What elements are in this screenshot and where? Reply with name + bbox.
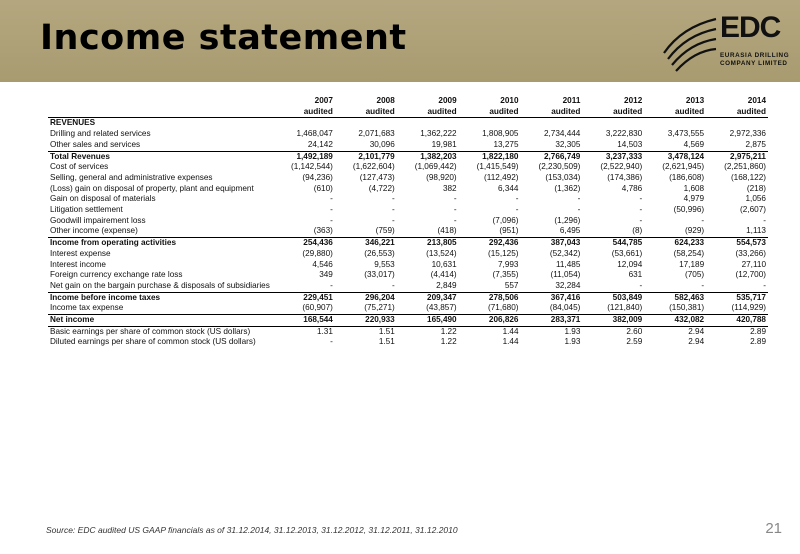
value-cell: - — [701, 215, 705, 225]
value-cell: - — [763, 215, 766, 225]
row-label: Income before income taxes — [48, 292, 273, 303]
value-cell: - — [515, 205, 519, 215]
value-cell: - — [639, 194, 643, 204]
table-row — [48, 194, 768, 205]
value-cell: 13,275 — [493, 139, 519, 149]
value-cell — [582, 118, 644, 129]
row-label: Foreign currency exchange rate loss — [50, 270, 183, 280]
value-cell: (2,522,940) — [600, 162, 643, 172]
value-cell: (1,296) — [554, 215, 581, 225]
row-label: Net gain on the bargain purchase & disposals of subsidiaries — [50, 280, 270, 290]
value-cell: 19,981 — [431, 139, 457, 149]
value-cell: (50,996) — [673, 205, 705, 215]
year-header: 2014 — [747, 96, 766, 105]
row-label: Goodwill impairement loss — [50, 215, 146, 225]
value-cell: 1.31 — [316, 326, 333, 336]
value-cell: 11,485 — [555, 259, 581, 269]
value-cell: 557 — [504, 280, 519, 290]
table-row — [48, 260, 768, 271]
value-cell: 544,785 — [582, 238, 644, 249]
value-cell: 503,849 — [582, 292, 644, 303]
value-cell: - — [330, 215, 333, 225]
value-cell: 2.89 — [750, 326, 766, 336]
value-cell: (4,722) — [368, 183, 395, 193]
row-label: Income tax expense — [50, 303, 124, 313]
row-label: REVENUES — [50, 118, 96, 128]
value-cell: (11,054) — [550, 270, 581, 280]
value-cell: - — [392, 205, 395, 215]
row-label: Total Revenues — [48, 151, 273, 162]
value-cell: 382,009 — [582, 315, 644, 327]
value-cell — [335, 118, 397, 129]
audit-status: audited — [582, 107, 644, 118]
row-label: Other sales and services — [50, 139, 141, 149]
value-cell: 283,371 — [521, 315, 583, 327]
value-cell: 2,975,211 — [706, 151, 768, 162]
value-cell: 1,608 — [683, 183, 705, 193]
value-cell: 32,284 — [555, 280, 581, 290]
table-row — [48, 303, 768, 314]
value-cell: (174,386) — [607, 172, 643, 182]
year-header-row — [48, 96, 768, 107]
value-cell: (33,266) — [735, 248, 766, 258]
page-number: 21 — [765, 520, 782, 537]
year-header: 2007 — [314, 96, 333, 105]
value-cell: - — [330, 337, 333, 347]
value-cell — [459, 118, 521, 129]
value-cell: 278,506 — [459, 292, 521, 303]
value-cell: 1,056 — [745, 194, 766, 204]
value-cell: (2,621,945) — [662, 162, 705, 172]
value-cell: - — [392, 215, 395, 225]
row-label: (Loss) gain on disposal of property, plant and equipment — [50, 183, 254, 193]
value-cell: 9,553 — [374, 259, 395, 269]
value-cell — [273, 118, 335, 129]
year-header: 2008 — [376, 96, 395, 105]
row-label: Gain on disposal of materials — [50, 194, 156, 204]
value-cell: 209,347 — [397, 292, 459, 303]
row-label: Net income — [48, 315, 273, 327]
value-cell: (363) — [313, 226, 333, 236]
value-cell: 1.93 — [564, 337, 581, 347]
year-header: 2009 — [438, 96, 457, 105]
value-cell: 1,492,189 — [273, 151, 335, 162]
value-cell: 420,788 — [706, 315, 768, 327]
value-cell: (153,034) — [545, 172, 581, 182]
value-cell: (26,553) — [364, 248, 395, 258]
audit-status: audited — [521, 107, 583, 118]
value-cell: 4,546 — [312, 259, 333, 269]
value-cell: 254,436 — [273, 238, 335, 249]
value-cell: - — [515, 194, 519, 204]
value-cell: - — [392, 280, 395, 290]
value-cell: (114,929) — [731, 303, 766, 313]
logo-subtitle-2: COMPANY LIMITED — [720, 60, 788, 67]
value-cell: (75,271) — [364, 303, 395, 313]
table-row — [48, 281, 768, 292]
value-cell: - — [639, 215, 643, 225]
value-cell: (1,142,544) — [290, 162, 333, 172]
table-row — [48, 226, 768, 237]
value-cell: 1,822,180 — [459, 151, 521, 162]
value-cell: 1.44 — [502, 326, 519, 336]
value-cell: (929) — [685, 226, 705, 236]
value-cell: 387,043 — [521, 238, 583, 249]
value-cell: - — [330, 280, 333, 290]
value-cell: (43,857) — [426, 303, 457, 313]
value-cell: 1,808,905 — [482, 129, 519, 139]
table-row — [48, 162, 768, 173]
value-cell: 367,416 — [521, 292, 583, 303]
value-cell: (418) — [437, 226, 457, 236]
value-cell: 30,096 — [369, 139, 395, 149]
value-cell: 2.94 — [688, 326, 705, 336]
value-cell: 2,101,779 — [335, 151, 397, 162]
header-banner — [0, 0, 800, 82]
row-label: Drilling and related services — [50, 129, 151, 139]
row-label: Interest income — [50, 259, 106, 269]
table-body — [48, 118, 768, 348]
value-cell: 1,382,203 — [397, 151, 459, 162]
value-cell: (121,840) — [607, 303, 643, 313]
row-label: Cost of services — [50, 162, 109, 172]
audit-status: audited — [397, 107, 459, 118]
value-cell: 4,979 — [683, 194, 705, 204]
table-row — [48, 249, 768, 260]
value-cell: (8) — [632, 226, 643, 236]
value-cell: 27,110 — [741, 259, 766, 269]
row-label: Litigation settlement — [50, 205, 123, 215]
value-cell: 17,189 — [679, 259, 705, 269]
value-cell: (12,700) — [735, 270, 766, 280]
value-cell: (1,069,442) — [414, 162, 457, 172]
row-label: Income from operating activities — [48, 238, 273, 249]
value-cell: (1,362) — [554, 183, 581, 193]
value-cell: 1.22 — [440, 337, 457, 347]
value-cell: 1.93 — [564, 326, 581, 336]
company-logo — [660, 5, 800, 77]
value-cell: 1.22 — [440, 326, 457, 336]
value-cell — [521, 118, 583, 129]
value-cell: (7,355) — [492, 270, 519, 280]
value-cell: 2,972,336 — [729, 129, 766, 139]
audit-status: audited — [335, 107, 397, 118]
audit-status-row — [48, 107, 768, 118]
row-label: Interest expense — [50, 248, 111, 258]
value-cell: 2.89 — [750, 337, 766, 347]
value-cell: 3,478,124 — [644, 151, 706, 162]
audit-status: audited — [273, 107, 335, 118]
table-row — [48, 238, 768, 249]
swoosh-icon — [660, 9, 720, 75]
table-row — [48, 151, 768, 162]
header-blank — [48, 107, 273, 118]
value-cell: 3,237,333 — [582, 151, 644, 162]
year-header: 2013 — [685, 96, 705, 105]
value-cell: 168,544 — [273, 315, 335, 327]
table-row — [48, 216, 768, 227]
income-statement-table — [48, 96, 768, 348]
audit-status: audited — [459, 107, 521, 118]
value-cell: (2,230,509) — [538, 162, 581, 172]
value-cell: 7,993 — [498, 259, 519, 269]
value-cell: (15,125) — [488, 248, 519, 258]
table-row — [48, 270, 768, 281]
year-header: 2011 — [562, 96, 581, 105]
value-cell: (127,473) — [359, 172, 395, 182]
table-row — [48, 205, 768, 216]
value-cell: 6,344 — [498, 183, 519, 193]
value-cell: (98,920) — [426, 172, 457, 182]
value-cell: 554,573 — [706, 238, 768, 249]
value-cell: 24,142 — [307, 139, 333, 149]
value-cell: 4,786 — [621, 183, 643, 193]
value-cell: 382 — [442, 183, 457, 193]
row-label: Other income (expense) — [50, 226, 138, 236]
value-cell: (186,608) — [669, 172, 705, 182]
value-cell: 1,113 — [746, 226, 766, 236]
value-cell: (4,414) — [430, 270, 457, 280]
value-cell: - — [639, 205, 643, 215]
value-cell: 2.94 — [688, 337, 705, 347]
value-cell: - — [577, 205, 581, 215]
value-cell: (58,254) — [673, 248, 705, 258]
audit-status: audited — [706, 107, 768, 118]
value-cell — [706, 118, 768, 129]
value-cell: - — [453, 194, 457, 204]
value-cell: 1,468,047 — [296, 129, 333, 139]
value-cell: 1,362,222 — [420, 129, 457, 139]
value-cell: 1.44 — [502, 337, 519, 347]
value-cell: 220,933 — [335, 315, 397, 327]
value-cell: (218) — [746, 183, 766, 193]
value-cell: (759) — [375, 226, 395, 236]
value-cell: (112,492) — [484, 172, 519, 182]
value-cell: 292,436 — [459, 238, 521, 249]
page-title: Income statement — [40, 18, 407, 58]
value-cell: 2.60 — [626, 326, 643, 336]
value-cell: 2,734,444 — [543, 129, 581, 139]
value-cell: 346,221 — [335, 238, 397, 249]
value-cell: (1,415,549) — [476, 162, 519, 172]
value-cell: 3,222,830 — [605, 129, 643, 139]
value-cell: 2,766,749 — [521, 151, 583, 162]
value-cell: 624,233 — [644, 238, 706, 249]
year-header: 2012 — [624, 96, 643, 105]
value-cell: - — [701, 280, 705, 290]
value-cell: - — [330, 205, 333, 215]
value-cell: - — [453, 205, 457, 215]
table-row — [48, 326, 768, 337]
value-cell: 631 — [628, 270, 643, 280]
value-cell — [397, 118, 459, 129]
value-cell: (2,607) — [740, 205, 766, 215]
value-cell: 1.51 — [378, 337, 395, 347]
table-row — [48, 315, 768, 327]
value-cell: 165,490 — [397, 315, 459, 327]
value-cell: (60,907) — [302, 303, 333, 313]
value-cell: 582,463 — [644, 292, 706, 303]
logo-text: EDC — [720, 11, 781, 44]
table-row — [48, 184, 768, 195]
value-cell: - — [453, 215, 457, 225]
value-cell: 229,451 — [273, 292, 335, 303]
value-cell: - — [392, 194, 395, 204]
value-cell: 349 — [319, 270, 333, 280]
table-row — [48, 118, 768, 129]
value-cell: 32,305 — [555, 139, 581, 149]
table-row — [48, 173, 768, 184]
logo-subtitle-1: EURASIA DRILLING — [720, 52, 790, 59]
value-cell: (2,251,860) — [724, 162, 766, 172]
value-cell: 1.51 — [378, 326, 395, 336]
value-cell: (610) — [313, 183, 333, 193]
value-cell: 12,094 — [617, 259, 643, 269]
value-cell: (13,524) — [426, 248, 457, 258]
value-cell: 213,805 — [397, 238, 459, 249]
value-cell — [644, 118, 706, 129]
value-cell: (71,680) — [488, 303, 519, 313]
row-label: Selling, general and administrative expenses — [50, 172, 213, 182]
table-row — [48, 337, 768, 348]
value-cell: (33,017) — [364, 270, 395, 280]
value-cell: - — [639, 280, 643, 290]
value-cell: 6,495 — [559, 226, 581, 236]
value-cell: - — [330, 194, 333, 204]
value-cell: 14,503 — [617, 139, 643, 149]
value-cell: (7,096) — [492, 215, 519, 225]
source-note: Source: EDC audited US GAAP financials as of 31.12.2014, 31.12.2013, 31.12.2012, 31.12.2011, 31.12.2010 — [46, 525, 458, 535]
value-cell: (52,342) — [549, 248, 581, 258]
value-cell: (1,622,604) — [352, 162, 395, 172]
value-cell: 2,071,683 — [358, 129, 395, 139]
value-cell: (84,045) — [549, 303, 581, 313]
value-cell: (168,122) — [730, 172, 766, 182]
year-header: 2010 — [500, 96, 519, 105]
table-row — [48, 292, 768, 303]
value-cell: - — [763, 280, 766, 290]
value-cell: 535,717 — [706, 292, 768, 303]
value-cell: (951) — [499, 226, 519, 236]
value-cell: (53,661) — [611, 248, 643, 258]
row-label: Diluted earnings per share of common stock (US dollars) — [50, 337, 256, 347]
value-cell: 2,849 — [436, 280, 457, 290]
value-cell: (705) — [685, 270, 705, 280]
header-blank — [48, 96, 273, 107]
value-cell: 206,826 — [459, 315, 521, 327]
value-cell: 296,204 — [335, 292, 397, 303]
table-row — [48, 140, 768, 151]
row-label: Basic earnings per share of common stock (US dollars) — [50, 326, 251, 336]
value-cell: - — [577, 194, 581, 204]
value-cell: 3,473,555 — [667, 129, 705, 139]
value-cell: 4,569 — [683, 139, 705, 149]
value-cell: 2,875 — [745, 139, 766, 149]
value-cell: 2.59 — [626, 337, 643, 347]
audit-status: audited — [644, 107, 706, 118]
value-cell: (94,236) — [302, 172, 333, 182]
value-cell: 432,082 — [644, 315, 706, 327]
value-cell: 10,631 — [431, 259, 457, 269]
value-cell: (29,880) — [302, 248, 333, 258]
table-row — [48, 129, 768, 140]
value-cell: (150,381) — [669, 303, 705, 313]
